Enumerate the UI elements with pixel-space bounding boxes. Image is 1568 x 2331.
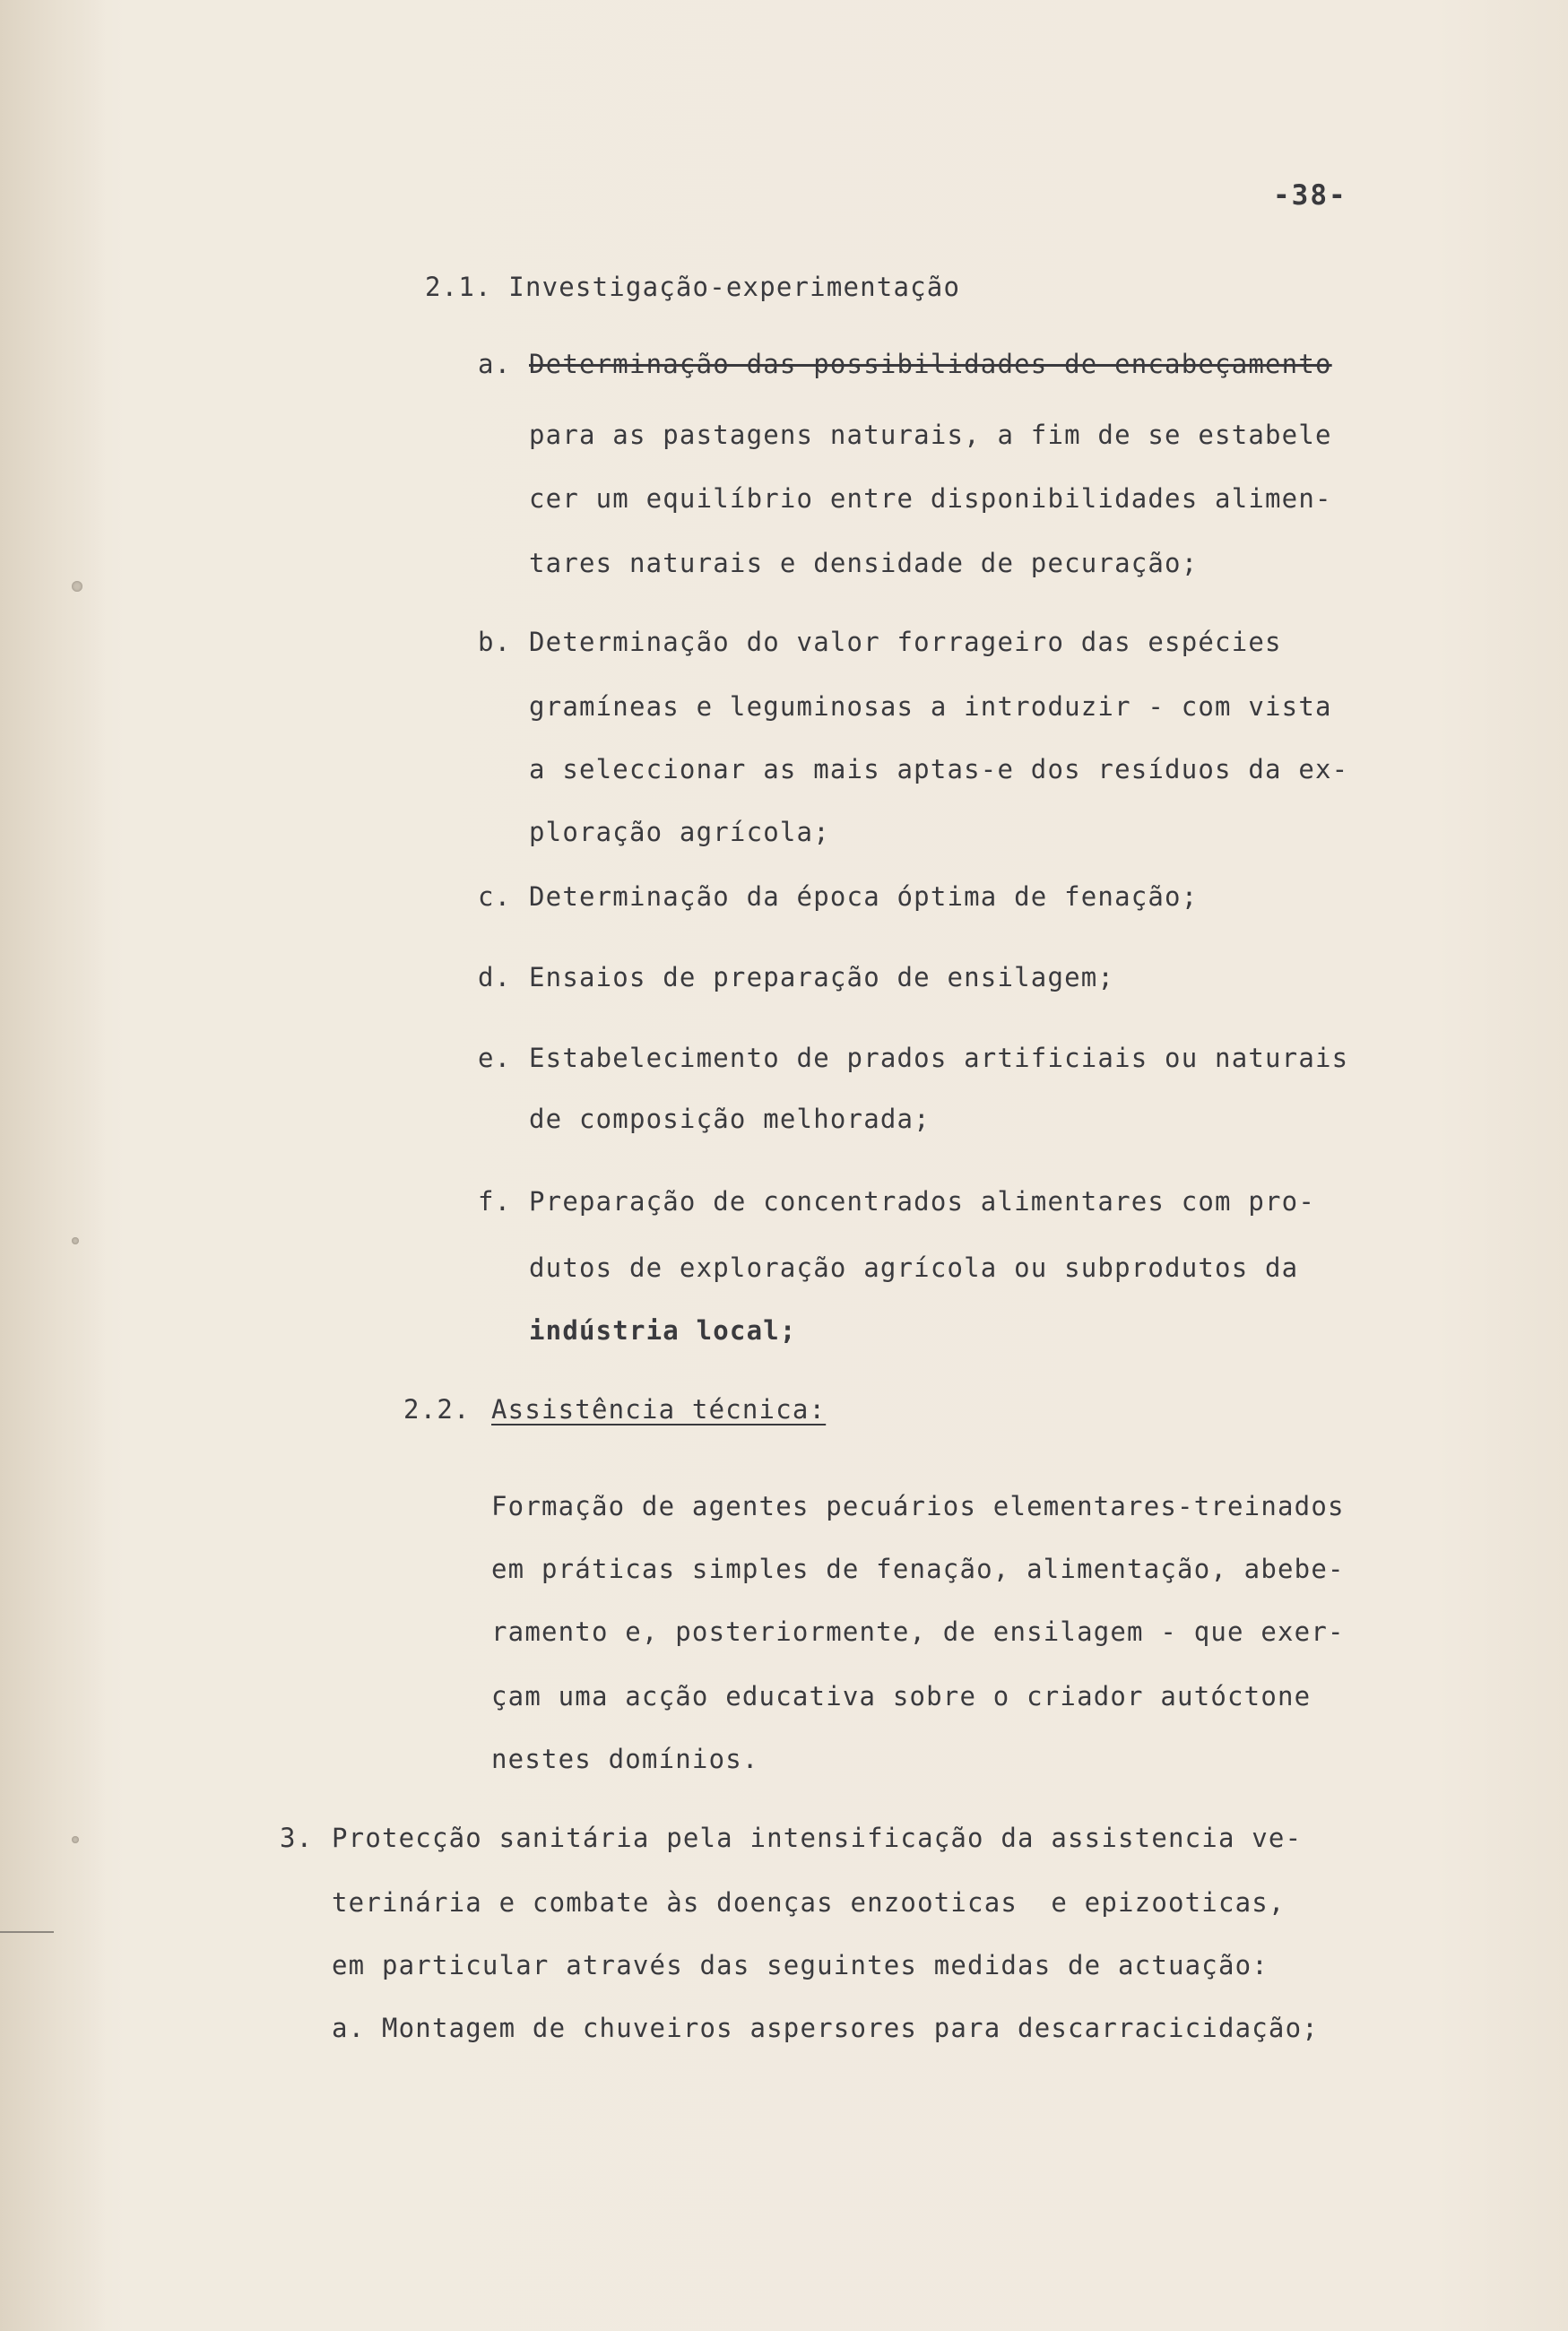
binding-hole-mark [72, 1836, 79, 1843]
item-a-line-2: para as pastagens naturais, a fim de se estabele [529, 420, 1332, 450]
s3-line-2: terinária e combate às doenças enzooticas e epizooticas, [332, 1887, 1286, 1918]
binding-hole-mark [72, 1237, 79, 1244]
section-heading-2-1: 2.1. Investigação-experimentação [425, 272, 961, 302]
item-e-line-2: de composição melhorada; [529, 1104, 931, 1134]
item-d-line-1: Ensaios de preparação de ensilagem; [529, 962, 1115, 992]
section-number-2-2: 2.2. [403, 1394, 471, 1425]
item-label-c: c. [478, 881, 512, 912]
item-b-line-3: a seleccionar as mais aptas-e dos resíduos da ex- [529, 754, 1349, 784]
edge-mark [0, 1931, 54, 1933]
item-b-line-1: Determinação do valor forrageiro das espécies [529, 627, 1282, 657]
item-c-line-1: Determinação da época óptima de fenação; [529, 881, 1199, 912]
s22-line-5: nestes domínios. [491, 1744, 759, 1774]
s22-line-2: em práticas simples de fenação, alimentação, abebe- [491, 1554, 1345, 1584]
s22-line-3: ramento e, posteriormente, de ensilagem - que exer- [491, 1616, 1345, 1647]
page-edge-shadow [0, 0, 106, 2331]
item-label-f: f. [478, 1186, 512, 1217]
item-f-line-2: dutos de exploração agrícola ou subprodutos da [529, 1252, 1299, 1283]
s3-line-4: a. Montagem de chuveiros aspersores para descarracicidação; [332, 2013, 1319, 2043]
item-a-line-1: Determinação das possibilidades de encabeçamento [529, 349, 1332, 379]
item-b-line-4: ploração agrícola; [529, 817, 830, 847]
item-a-line-3: cer um equilíbrio entre disponibilidades alimen- [529, 483, 1332, 514]
s3-line-1: Protecção sanitária pela intensificação da assistencia ve- [332, 1823, 1303, 1853]
section-number-3: 3. [280, 1823, 314, 1853]
item-f-line-1: Preparação de concentrados alimentares com pro- [529, 1186, 1315, 1217]
s22-line-4: çam uma acção educativa sobre o criador autóctone [491, 1681, 1312, 1711]
item-b-line-2: gramíneas e leguminosas a introduzir - com vista [529, 691, 1332, 722]
s3-line-3: em particular através das seguintes medidas de actuação: [332, 1950, 1269, 1980]
binding-hole-mark [72, 581, 82, 592]
item-label-a: a. [478, 349, 512, 379]
item-label-d: d. [478, 962, 512, 992]
page-number: -38- [1273, 179, 1347, 212]
item-label-b: b. [478, 627, 512, 657]
section-title-2-2: Assistência técnica: [491, 1394, 827, 1425]
item-label-e: e. [478, 1043, 512, 1073]
item-f-line-3: indústria local; [529, 1315, 797, 1346]
item-a-line-4: tares naturais e densidade de pecuração; [529, 548, 1199, 578]
item-e-line-1: Estabelecimento de prados artificiais ou naturais [529, 1043, 1349, 1073]
s22-line-1: Formação de agentes pecuários elementares-treinados [491, 1491, 1345, 1521]
